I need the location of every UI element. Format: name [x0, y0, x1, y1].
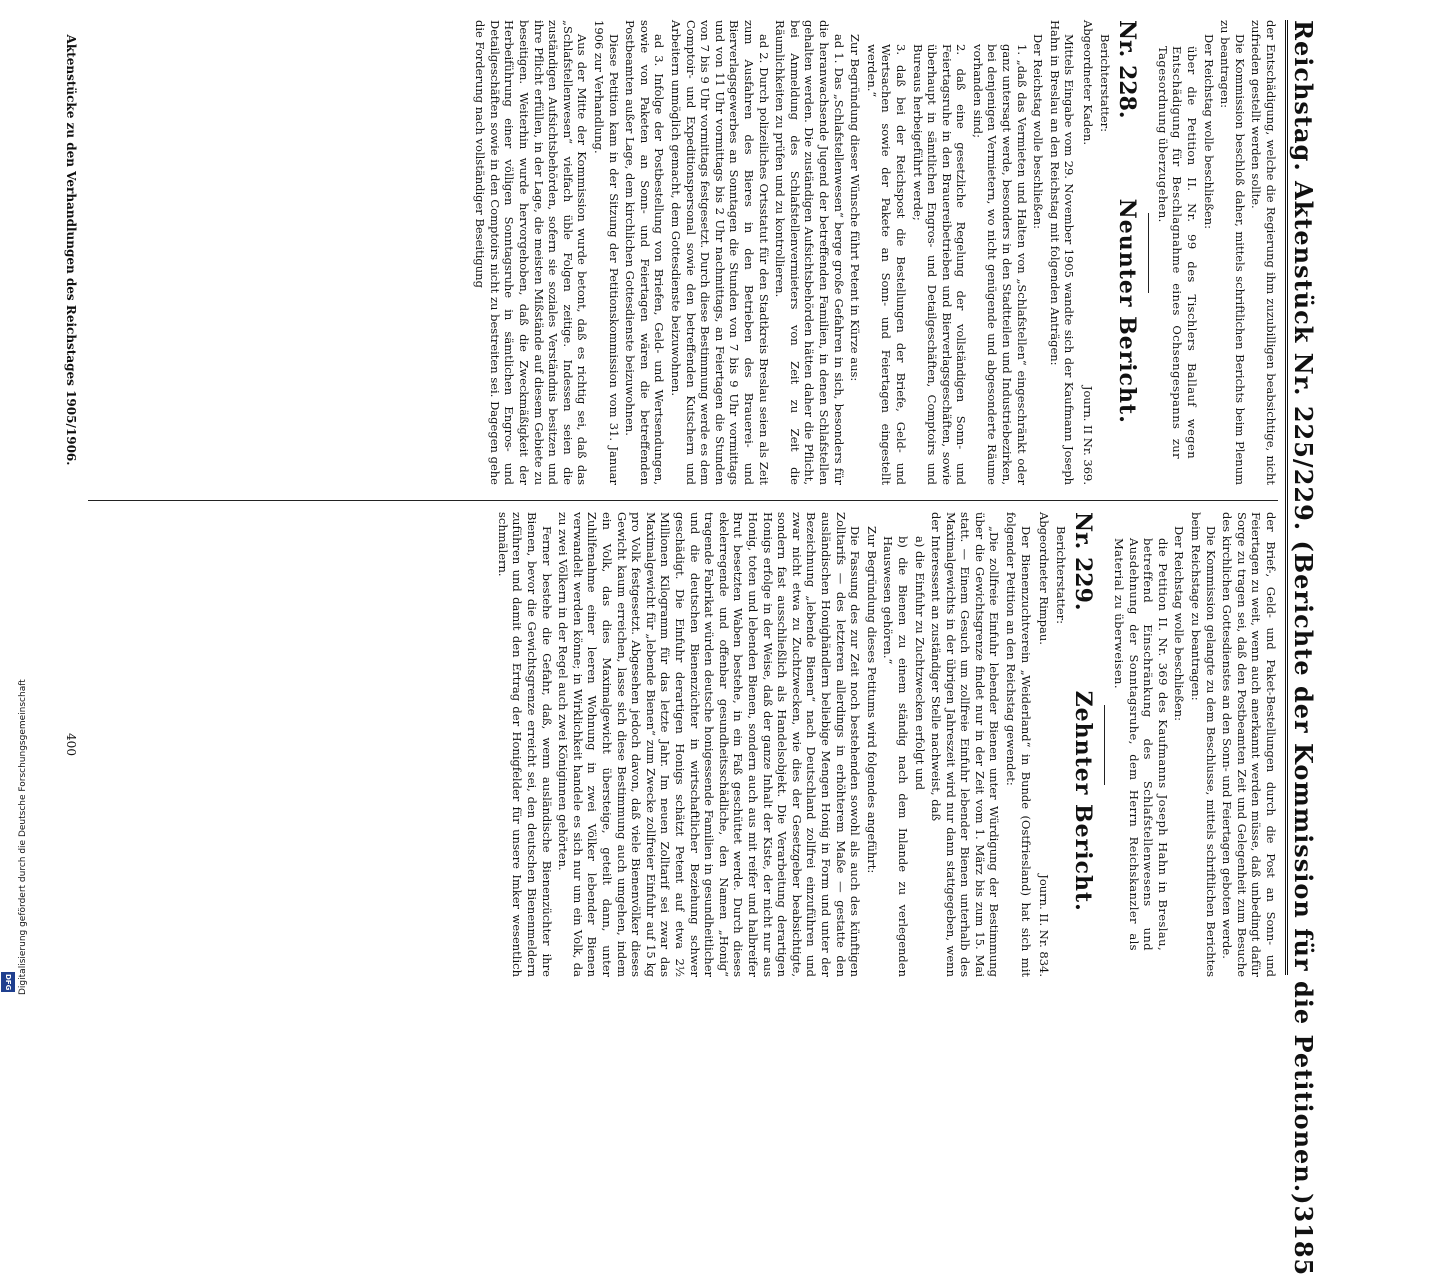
- left-top-paragraph: Die Kommission beschloß daher, mittels schriftlichen Berichts beim Plenum zu beantragen:: [1218, 20, 1247, 485]
- section-heading: [1070, 512, 1097, 977]
- body-paragraph: ad 2. Durch polizeiliches Ortsstatut für den Stadtkreis Breslau seien als Zeit zum Ausfahren des Bieres in den Betrieben des Brauerei- und Bierverlagsgewerbes an Sonntagen die Stunden von 7 bis 9 Uhr vormittags und von 11 Uhr vormittags bis 2 Uhr nachmittags, an Feiertagen die Stunden von 7 bis 9 Uhr vormittags festgesetzt. Durch diese Bestimmung werde es dem Comptoir- und Expeditionspersonal sowie den betreffenden Kutschern und Arbeitern unmöglich gemacht, dem Gottesdienste beizuwohnen.: [669, 20, 771, 485]
- header-title: Reichstag. Aktenstück Nr. 225/229. (Berichte der Kommission für die Petitionen.): [1289, 20, 1319, 1206]
- reporter-caption: Berichterstatter:: [1097, 34, 1112, 133]
- body-paragraph: ad 1. Das „Schlafstellenwesen“ berge große Gefahren in sich, besonders für die heranwachsende Jugend der betreffenden Familien, in denen Schlafstellen gehalten werden. Die zuständigen Aufsichtsbehörden hätten daher die Pflicht, bei Anmeldung des Schlafstellenvermieters von Zeit zu Zeit die Räumlichkeiten zu prüfen und zu kontrollieren.: [773, 20, 846, 485]
- right-top-paragraph: Der Reichstag wolle beschließen:: [1172, 526, 1187, 721]
- body-paragraph: Der Reichstag wolle beschließen:: [1031, 34, 1046, 229]
- printed-page-number: 400: [64, 733, 78, 756]
- reporter-line: [1076, 20, 1095, 485]
- column-divider: [88, 500, 1278, 501]
- left-top-paragraph: Der Reichstag wolle beschließen:: [1201, 34, 1216, 229]
- reporter-name: Abgeordneter Rimpau.: [1037, 512, 1052, 645]
- footer-note: Aktenstücke zu den Verhandlungen des Reichstages 1905/1906.: [64, 34, 78, 466]
- body-paragraph: Zur Begründung dieses Petitums wird folgendes angeführt:: [864, 526, 879, 874]
- list-item: a) die Einfuhr zu Zuchtzwecken erfolgt und: [912, 536, 927, 791]
- body-paragraph: Der Bienenzuchtverein „Weiderland“ in Bunde (Ostfriesland) hat sich mit folgender Petition an den Reichstag gewendet:: [1004, 512, 1033, 977]
- numbered-item: 1. „daß das Vermieten und Halten von „Schlafstellen“ eingeschränkt oder ganz untersagt werde, besonders in den Stadtteilen und Industriebezirken, bei denjenigen Vermietern, wo nicht genügende und abgesonderte Räume vorhanden sind;: [970, 44, 1029, 485]
- rotated-sheet: [40, 0, 1340, 1276]
- page-number: 3185: [1289, 1205, 1319, 1276]
- section-label: Zehnter Bericht.: [1070, 690, 1097, 912]
- dfg-logo-icon: DFG: [1, 972, 15, 992]
- reporter-caption: Berichterstatter:: [1053, 526, 1068, 625]
- body-paragraph: Zur Begründung dieser Wünsche führt Petent in Kürze aus:: [848, 34, 863, 382]
- section-separator: [1104, 705, 1105, 785]
- section-separator: [1148, 213, 1149, 293]
- left-resolution: über die Petition II. Nr. 99 des Tischlers Ballauf wegen Entschädigung für Beschlagnahme eines Ochsengespanns zur Tagesordnung überzugehen.: [1155, 46, 1200, 459]
- section-number: Nr. 228.: [1114, 20, 1141, 119]
- left-column: [78, 20, 1278, 485]
- right-top-paragraph: Die Kommission gelangte zu dem Beschlusse, mittels schriftlichen Berichtes beim Reichstage zu beantragen:: [1189, 512, 1218, 977]
- right-resolution: die Petition II. Nr. 369 des Kaufmanns Joseph Hahn in Breslau, betreffend Einschränkung des Schlafstellenwesens und Ausdehnung der Sonntagsruhe, dem Herrn Reichskanzler als Material zu überweisen.: [1112, 538, 1170, 951]
- page-header: [1285, 20, 1320, 1276]
- numbered-item: 2. daß eine gesetzliche Regelung der vollständigen Sonn- und Feiertagsruhe in den Brauereibetrieben und Bierverlagsgeschäften, sowie überhaupt in sämtlichen Engros- und Detailgeschäften, Comptoirs und Bureaus herbeigeführt werde;: [910, 44, 969, 485]
- journal-reference: Journ. II. Nr. 834.: [1037, 874, 1052, 977]
- section-heading: [1114, 20, 1141, 485]
- digitization-sidebar: [2, 30, 28, 995]
- body-paragraph: Die Fassung des zur Zeit noch bestehenden sowohl als auch des künftigen Zolltarifs — des letzteren allerdings in erhöhterem Maße — gestatte den ausländischen Honighändlern beliebige Mengen Honig in Form und unter der Bezeichnung „lebende Bienen“ nach Deutschland zollfrei einzuführen und zwar nicht etwa zu Zuchtzwecken, wie dies der Gesetzgeber beabsichtigte, sondern fast ausschließlich als Handelsobjekt. Die Verarbeitung derartigen Honigs erfolge in der Weise, daß der ganze Inhalt der Kiste, der nicht nur aus Honig, toten und lebenden Bienen, sondern auch aus mit reifer und halbreifer Brut besetzten Waben bestehe, in ein Faß geschüttet werde. Durch dieses ekelerregende und offenbar gesundheitsschädliche, den Namen „Honig“ tragende Fabrikat würden deutsche honigessende Familien in gesundheitlicher und die deutschen Bienenzüchter in wirtschaftlicher Beziehung schwer geschädigt. Die Einfuhr derartigen Honigs schätzt Petent auf etwa 2½ Millionen Kilogramm für das letzte Jahr. Im neuen Zolltarif sei zwar das Maximalgewicht für „lebende Bienen“ zum Zwecke zollfreier Einfuhr auf 15 kg pro Volk festgesetzt. Abgesehen jedoch davon, daß viele Bienenvölker dieses Gewicht kaum erreichen, lasse sich diese Bestimmung auch umgehen, indem ein Volk, das dies Maximalgewicht übersteige, geteilt dann, unter Zuhilfenahme einer leeren Wohnung in zwei Völker lebender Bienen verwandelt werden könne; in Wirklichkeit handele es sich nur um ein Volk, da zu zwei Völkern in der Regel auch zwei Königinnen gehörten.: [556, 512, 863, 977]
- section-number: Nr. 229.: [1070, 512, 1097, 611]
- right-column: [78, 512, 1278, 977]
- reporter-line: [1033, 512, 1052, 977]
- reporter-name: Abgeordneter Kaden.: [1081, 20, 1096, 146]
- body-paragraph: Aus der Mitte der Kommission wurde betont, daß es richtig sei, daß das „Schlafstellenwesen“ vielfach üble Folgen zeitige. Indessen seien die zuständigen Aufsichtsbehörden, sofern sie soziales Verständnis besitzen und ihre Pflicht erfüllen, in der Lage, die meisten Mißstände auf diesem Gebiete zu beseitigen. Weiterhin wurde hervorgehoben, daß die Zweckmäßigkeit der Herbeiführung einer völligen Sonntagsruhe in sämtlichen Engros- und Detailgeschäften sowie in den Comptoirs nicht zu bestreiten sei. Dagegen gehe die Forderung nach vollständiger Beseitigung: [473, 20, 590, 485]
- journal-reference: Journ. II Nr. 369.: [1081, 385, 1096, 485]
- section-label: Neunter Bericht.: [1114, 198, 1141, 424]
- body-paragraph: Diese Petition kam in der Sitzung der Petitionskommission vom 31. Januar 1906 zur Verhandlung.: [592, 20, 621, 485]
- body-paragraph: Mittels Eingabe vom 29. November 1905 wandte sich der Kaufmann Joseph Hahn in Breslau an den Reichstag mit folgenden Anträgen:: [1047, 20, 1077, 485]
- numbered-item: 3. daß bei der Reichspost die Bestellungen der Briefe, Geld- und Wertsachen sowie der Pakete an Sonn- und Feiertagen eingestellt werden.“: [864, 44, 908, 485]
- list-item: b) die Bienen zu einem ständig nach dem Inlande zu verlegenden Hauswesen gehören.“: [881, 536, 910, 977]
- digitization-credit: Digitalisierung gefördert durch die Deutsche Forschungsgemeinschaft: [18, 679, 28, 995]
- body-paragraph: ad 3. Infolge der Postbestellung von Briefen, Geld- und Wertsendungen, sowie von Paketen an Sonn- und Feiertagen wären die betreffenden Postbeamten außer Lage, dem kirchlichen Gottesdienste beizuwohnen.: [623, 20, 667, 485]
- right-top-paragraph: der Brief-, Geld- und Paket-Bestellungen durch die Post an Sonn- und Feiertagen zu weit, wenn auch anerkannt werden müsse, daß unbedingt dafür Sorge zu tragen sei, daß den Postbeamten Zeit und Gelegenheit zum Besuche des kirchlichen Gottesdienstes an den Sonn- und Feiertagen geboten werde.: [1220, 512, 1278, 977]
- body-paragraph: Ferner bestehe die Gefahr, daß, wenn ausländische Bienenzüchter ihre Bienen, bevor die Gewichtsgrenze erreicht sei, den deutschen Bienenmeldern zuführen und damit den Ertrag der Honigfelder für unsere Imker wesentlich schmälern.: [495, 512, 554, 977]
- left-top-paragraph: der Entschädigung, welche die Regierung ihm zuzubilligen beabsichtige, nicht zufrieden gestellt werden sollte.: [1249, 20, 1278, 485]
- quoted-petition: „Die zollfreie Einfuhr lebender Bienen unter Würdigung der Bestimmung über die Gewichtsgrenze findet nur in der Zeit vom 1. März bis zum 15. Mai statt. — Einem Gesuch um zollfreie Einfuhr lebender Bienen unterhalb des Maximalgewichts in der übrigen Jahreszeit wird nur dann stattgegeben, wenn der Interessent an zuständiger Stelle nachweist, daß: [929, 512, 1002, 977]
